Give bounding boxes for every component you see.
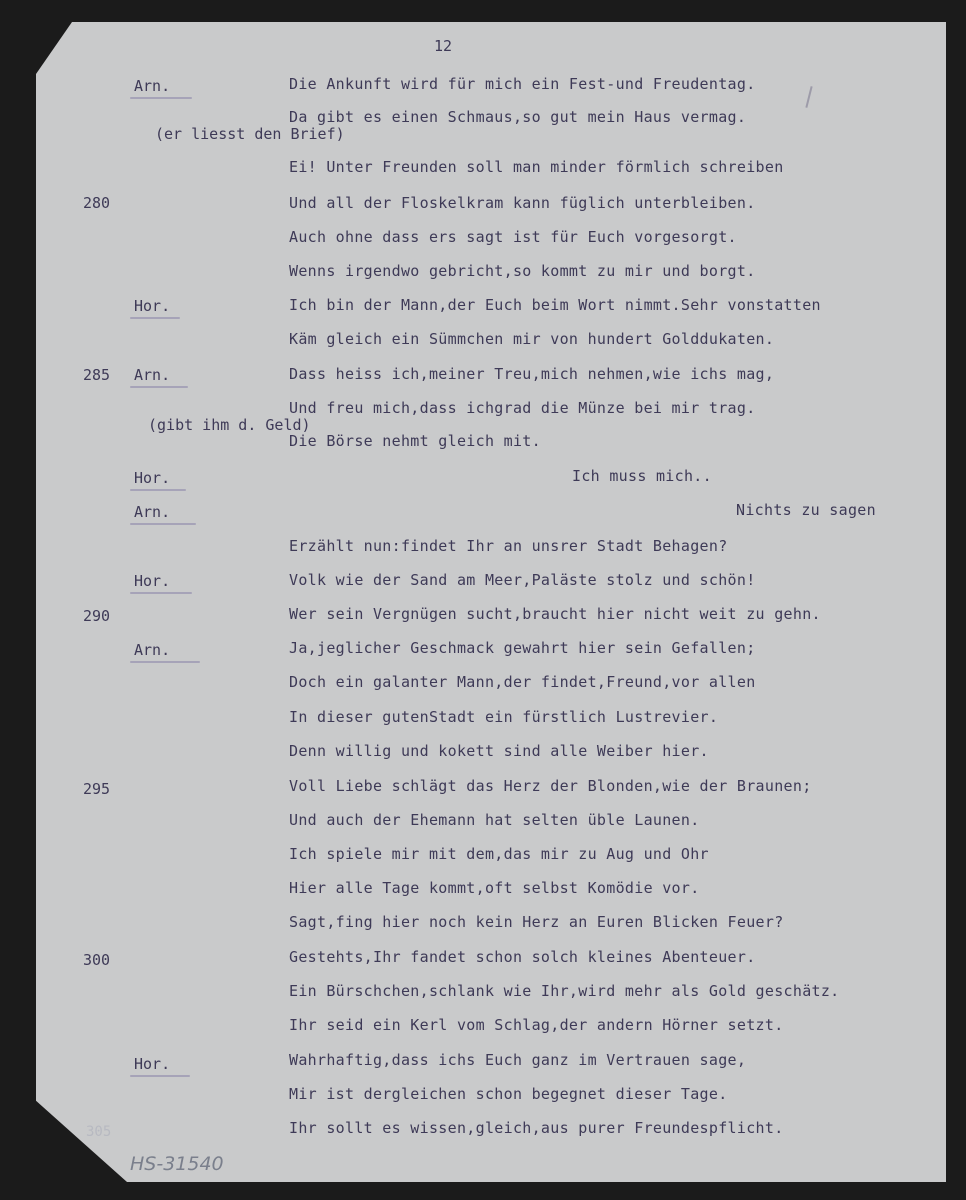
verse-line: Ei! Unter Freunden soll man minder förmlich schreiben — [289, 158, 784, 176]
verse-line: Die Börse nehmt gleich mit. — [289, 432, 541, 450]
verse-line: Hier alle Tage kommt,oft selbst Komödie vor. — [289, 879, 700, 897]
speaker-label: Arn. — [134, 366, 171, 384]
speaker-label: Hor. — [134, 297, 171, 315]
line-number: 295 — [83, 780, 111, 798]
verse-line: Wer sein Vergnügen sucht,braucht hier nicht weit zu gehn. — [289, 605, 821, 623]
speaker-underline — [130, 317, 180, 319]
stage-direction: (er liesst den Brief) — [155, 125, 345, 143]
verse-line: Erzählt nun:findet Ihr an unsrer Stadt Behagen? — [289, 537, 728, 555]
verse-line: Und auch der Ehemann hat selten üble Launen. — [289, 811, 700, 829]
verse-line: Da gibt es einen Schmaus,so gut mein Haus vermag. — [289, 108, 747, 126]
line-number: 290 — [83, 607, 111, 625]
speaker-label: Hor. — [134, 572, 171, 590]
verse-line: Und freu mich,dass ichgrad die Münze bei mir trag. — [289, 399, 756, 417]
verse-line: Mir ist dergleichen schon begegnet dieser Tage. — [289, 1085, 728, 1103]
speaker-label: Hor. — [134, 469, 171, 487]
verse-line: Ja,jeglicher Geschmack gewahrt hier sein Gefallen; — [289, 639, 756, 657]
verse-line: Sagt,fing hier noch kein Herz an Euren Blicken Feuer? — [289, 913, 784, 931]
speaker-underline — [130, 523, 196, 525]
verse-line: Volk wie der Sand am Meer,Paläste stolz und schön! — [289, 571, 756, 589]
archive-reference: HS-31540 — [130, 1153, 224, 1175]
speaker-underline — [130, 489, 186, 491]
speaker-underline — [130, 1075, 190, 1077]
faded-line-number: 305 — [86, 1124, 112, 1140]
speaker-underline — [130, 661, 200, 663]
verse-line: Ich spiele mir mit dem,das mir zu Aug und Ohr — [289, 845, 709, 863]
speaker-label: Arn. — [134, 503, 171, 521]
verse-line: Voll Liebe schlägt das Herz der Blonden,wie der Braunen; — [289, 777, 812, 795]
verse-line: Wahrhaftig,dass ichs Euch ganz im Vertrauen sage, — [289, 1051, 747, 1069]
verse-line: Und all der Floskelkram kann füglich unterbleiben. — [289, 194, 756, 212]
verse-line: Ihr sollt es wissen,gleich,aus purer Freundespflicht. — [289, 1119, 784, 1137]
verse-line: Ich muss mich.. — [572, 467, 712, 485]
verse-line: Die Ankunft wird für mich ein Fest-und Freudentag. — [289, 75, 756, 93]
speaker-underline — [130, 386, 188, 388]
speaker-underline — [130, 592, 192, 594]
verse-line: Nichts zu sagen — [736, 501, 876, 519]
verse-line: Doch ein galanter Mann,der findet,Freund,vor allen — [289, 673, 756, 691]
verse-line: In dieser gutenStadt ein fürstlich Lustrevier. — [289, 708, 719, 726]
line-number: 280 — [83, 194, 111, 212]
line-number: 300 — [83, 951, 111, 969]
verse-line: Gestehts,Ihr fandet schon solch kleines Abenteuer. — [289, 948, 756, 966]
line-number: 285 — [83, 366, 111, 384]
speaker-label: Arn. — [134, 641, 171, 659]
verse-line: Käm gleich ein Sümmchen mir von hundert Golddukaten. — [289, 330, 775, 348]
verse-line: Ich bin der Mann,der Euch beim Wort nimmt.Sehr vonstatten — [289, 296, 821, 314]
speaker-underline — [130, 97, 192, 99]
verse-line: Auch ohne dass ers sagt ist für Euch vorgesorgt. — [289, 228, 737, 246]
speaker-label: Arn. — [134, 77, 171, 95]
verse-line: Dass heiss ich,meiner Treu,mich nehmen,wie ichs mag, — [289, 365, 775, 383]
verse-line: Ein Bürschchen,schlank wie Ihr,wird mehr als Gold geschätz. — [289, 982, 840, 1000]
page-number: 12 — [434, 37, 453, 55]
stage-direction: (gibt ihm d. Geld) — [148, 416, 311, 434]
speaker-label: Hor. — [134, 1055, 171, 1073]
verse-line: Ihr seid ein Kerl vom Schlag,der andern Hörner setzt. — [289, 1016, 784, 1034]
verse-line: Denn willig und kokett sind alle Weiber hier. — [289, 742, 709, 760]
verse-line: Wenns irgendwo gebricht,so kommt zu mir und borgt. — [289, 262, 756, 280]
